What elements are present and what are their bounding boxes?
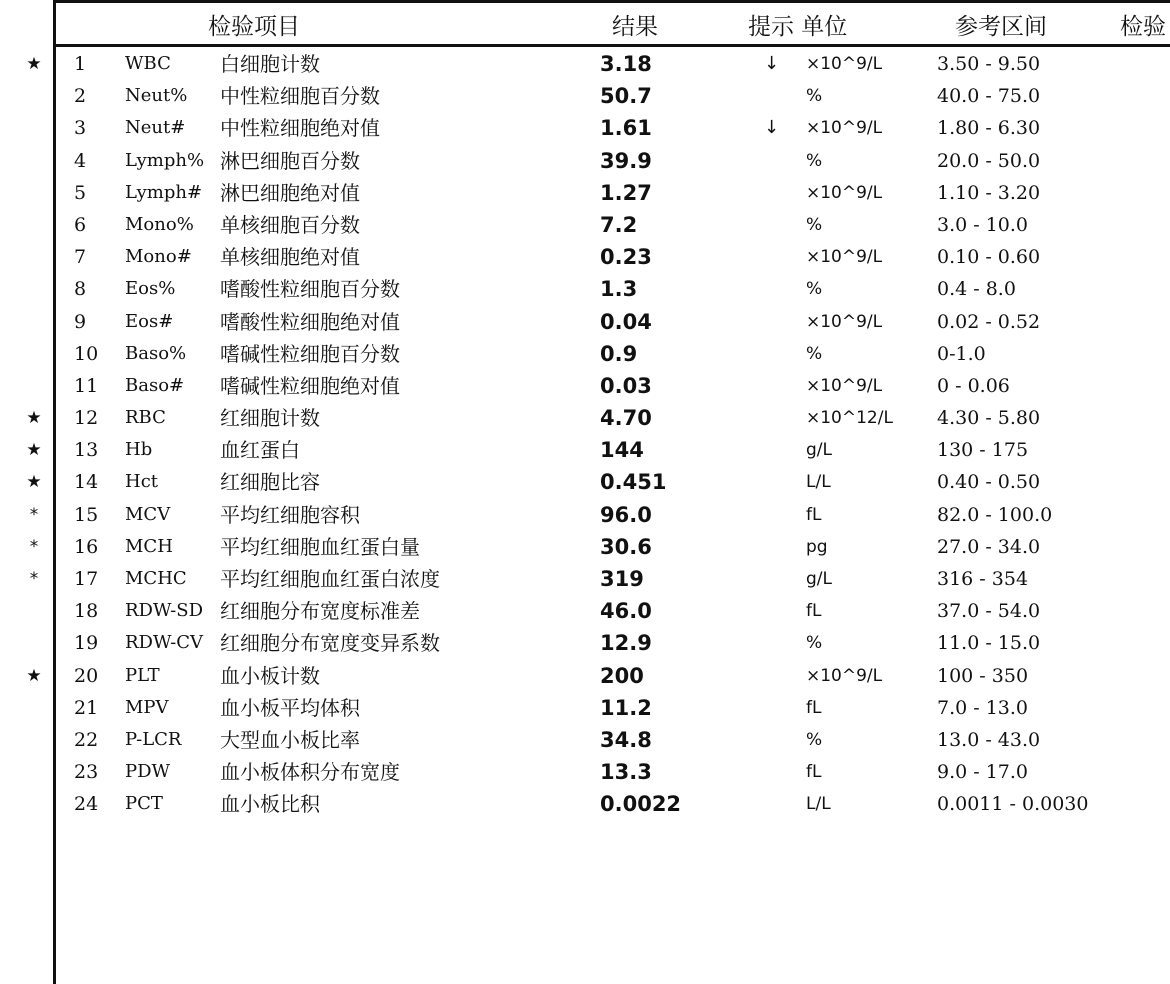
header-extra: 检验 [1120, 14, 1166, 40]
row-result: 144 [600, 438, 644, 463]
table-row [0, 724, 1170, 756]
row-reference-range: 4.30 - 5.80 [937, 407, 1041, 430]
row-item-name: 中性粒细胞百分数 [220, 84, 380, 109]
row-number: 7 [74, 246, 87, 269]
row-result: 39.9 [600, 148, 652, 173]
row-unit: % [806, 279, 823, 300]
row-code: MPV [125, 696, 169, 718]
row-number: 6 [74, 213, 87, 236]
row-unit: ×10^9/L [806, 247, 883, 268]
row-unit: % [806, 86, 823, 107]
table-row [0, 531, 1170, 563]
row-number: 5 [74, 181, 87, 204]
row-result: 1.27 [600, 180, 652, 205]
row-item-name: 白细胞计数 [220, 52, 320, 76]
row-reference-range: 37.0 - 54.0 [937, 600, 1041, 623]
row-result: 0.23 [600, 245, 652, 270]
header-divider [56, 44, 1170, 47]
header-hint-unit: 提示 单位 [748, 14, 848, 40]
table-row [0, 370, 1170, 402]
row-result: 11.2 [600, 695, 652, 720]
row-number: 1 [74, 53, 87, 75]
row-reference-range: 1.10 - 3.20 [937, 181, 1041, 204]
row-unit: % [806, 214, 823, 235]
row-item-name: 血红蛋白 [220, 438, 300, 463]
row-reference-range: 11.0 - 15.0 [937, 632, 1041, 655]
row-code: WBC [125, 53, 171, 74]
row-unit: g/L [806, 440, 832, 461]
row-hint-arrow-icon: ↓ [764, 117, 780, 139]
row-code: RBC [125, 407, 166, 429]
table-row [0, 112, 1170, 144]
row-code: Eos% [125, 278, 176, 300]
row-reference-range: 82.0 - 100.0 [937, 503, 1053, 526]
row-unit: ×10^9/L [806, 375, 883, 396]
row-unit: ×10^9/L [806, 182, 883, 203]
row-unit: fL [806, 762, 822, 783]
row-reference-range: 100 - 350 [937, 664, 1029, 687]
row-number: 8 [74, 278, 87, 301]
row-item-name: 嗜碱性粒细胞百分数 [220, 341, 400, 366]
table-header [0, 0, 1170, 44]
row-code: Lymph# [125, 181, 203, 203]
row-number: 9 [74, 310, 87, 333]
row-code: Neut# [125, 117, 186, 139]
table-row [0, 306, 1170, 338]
row-item-name: 淋巴细胞百分数 [220, 148, 360, 173]
row-code: MCH [125, 535, 173, 557]
table-row [0, 692, 1170, 724]
row-number: 2 [74, 85, 87, 108]
row-unit: ×10^9/L [806, 311, 883, 332]
row-reference-range: 0.10 - 0.60 [937, 246, 1041, 269]
table-row [0, 273, 1170, 305]
row-result: 34.8 [600, 727, 652, 752]
row-item-name: 平均红细胞血红蛋白量 [220, 534, 420, 559]
row-result: 4.70 [600, 406, 652, 431]
row-result: 0.451 [600, 470, 667, 495]
row-reference-range: 3.50 - 9.50 [937, 53, 1041, 75]
table-row [0, 48, 1170, 80]
header-item: 检验项目 [208, 14, 300, 40]
row-result: 0.9 [600, 341, 638, 366]
row-unit: fL [806, 601, 822, 622]
row-reference-range: 130 - 175 [937, 439, 1029, 462]
row-code: PDW [125, 761, 171, 783]
row-number: 13 [74, 439, 99, 462]
row-number: 15 [74, 503, 99, 526]
row-reference-range: 0.0011 - 0.0030 [937, 793, 1089, 816]
row-item-name: 嗜酸性粒细胞绝对值 [220, 309, 400, 334]
row-flag: * [29, 536, 39, 557]
row-item-name: 嗜碱性粒细胞绝对值 [220, 373, 400, 398]
row-number: 11 [74, 374, 99, 397]
row-reference-range: 316 - 354 [937, 568, 1029, 590]
row-code: MCHC [125, 568, 187, 589]
row-number: 16 [74, 535, 99, 558]
table-row [0, 627, 1170, 659]
row-item-name: 嗜酸性粒细胞百分数 [220, 277, 400, 302]
row-code: Lymph% [125, 149, 205, 171]
row-flag: * [29, 504, 39, 525]
table-row [0, 434, 1170, 466]
row-code: MCV [125, 503, 171, 525]
row-number: 19 [74, 632, 99, 655]
row-item-name: 大型血小板比率 [220, 727, 360, 752]
row-unit: g/L [806, 569, 832, 589]
row-item-name: 单核细胞百分数 [220, 212, 360, 237]
row-code: PCT [125, 793, 163, 815]
row-unit: fL [806, 697, 822, 718]
table-row [0, 563, 1170, 595]
row-number: 12 [74, 407, 99, 430]
result-rows [0, 48, 1170, 821]
table-row [0, 756, 1170, 788]
row-result: 3.18 [600, 52, 652, 76]
row-unit: ×10^12/L [806, 408, 893, 429]
row-result: 50.7 [600, 84, 652, 109]
table-row [0, 338, 1170, 370]
table-row [0, 788, 1170, 820]
row-reference-range: 20.0 - 50.0 [937, 149, 1041, 172]
row-item-name: 红细胞分布宽度变异系数 [220, 631, 440, 656]
row-reference-range: 0.02 - 0.52 [937, 310, 1041, 333]
table-row [0, 241, 1170, 273]
row-unit: ×10^9/L [806, 665, 883, 686]
row-result: 1.61 [600, 116, 652, 141]
row-result: 13.3 [600, 760, 652, 785]
row-result: 0.03 [600, 373, 652, 398]
row-unit: % [806, 633, 823, 654]
row-result: 200 [600, 663, 644, 688]
row-code: Mono% [125, 213, 194, 235]
row-flag: ★ [26, 665, 42, 686]
row-item-name: 红细胞比容 [220, 470, 320, 495]
row-code: Neut% [125, 85, 188, 107]
row-item-name: 单核细胞绝对值 [220, 245, 360, 270]
row-item-name: 血小板平均体积 [220, 695, 360, 720]
row-code: Eos# [125, 310, 174, 332]
row-code: PLT [125, 664, 160, 686]
row-unit: ×10^9/L [806, 54, 883, 74]
row-item-name: 平均红细胞血红蛋白浓度 [220, 567, 440, 591]
header-result: 结果 [612, 14, 658, 40]
row-unit: L/L [806, 472, 831, 493]
row-unit: pg [806, 536, 828, 557]
row-item-name: 血小板计数 [220, 663, 320, 688]
row-item-name: 淋巴细胞绝对值 [220, 180, 360, 205]
row-code: Hct [125, 471, 159, 493]
row-reference-range: 1.80 - 6.30 [937, 117, 1041, 140]
table-row [0, 660, 1170, 692]
row-reference-range: 0-1.0 [937, 342, 986, 365]
row-flag: ★ [26, 54, 42, 74]
row-result: 1.3 [600, 277, 638, 302]
row-code: RDW-SD [125, 600, 204, 622]
row-item-name: 平均红细胞容积 [220, 502, 360, 527]
row-reference-range: 7.0 - 13.0 [937, 696, 1029, 719]
row-unit: % [806, 729, 823, 750]
row-flag: ★ [26, 440, 42, 461]
row-result: 30.6 [600, 534, 652, 559]
row-flag: ★ [26, 408, 42, 429]
row-reference-range: 27.0 - 34.0 [937, 535, 1041, 558]
row-code: Hb [125, 439, 153, 461]
row-number: 10 [74, 342, 99, 365]
header-ref: 参考区间 [955, 14, 1047, 40]
row-unit: % [806, 343, 823, 364]
row-result: 46.0 [600, 599, 652, 624]
row-code: P-LCR [125, 728, 182, 750]
table-row [0, 145, 1170, 177]
table-row [0, 402, 1170, 434]
row-reference-range: 0 - 0.06 [937, 374, 1010, 397]
row-result: 12.9 [600, 631, 652, 656]
row-code: Baso% [125, 342, 187, 364]
row-item-name: 血小板比积 [220, 792, 320, 817]
row-number: 21 [74, 696, 99, 719]
table-row [0, 177, 1170, 209]
row-hint-arrow-icon: ↓ [764, 53, 780, 74]
table-row [0, 466, 1170, 498]
row-number: 17 [74, 568, 99, 590]
table-row [0, 80, 1170, 112]
row-flag: * [29, 569, 39, 589]
row-unit: L/L [806, 794, 831, 815]
row-number: 18 [74, 600, 99, 623]
row-number: 4 [74, 149, 87, 172]
row-code: Baso# [125, 374, 185, 396]
row-item-name: 红细胞计数 [220, 406, 320, 431]
table-row [0, 595, 1170, 627]
row-number: 14 [74, 471, 99, 494]
row-reference-range: 0.4 - 8.0 [937, 278, 1016, 301]
row-result: 0.0022 [600, 792, 682, 817]
row-result: 0.04 [600, 309, 652, 334]
row-code: RDW-CV [125, 632, 204, 654]
row-reference-range: 0.40 - 0.50 [937, 471, 1041, 494]
table-row [0, 499, 1170, 531]
row-flag: ★ [26, 472, 42, 493]
row-result: 7.2 [600, 212, 638, 237]
row-item-name: 红细胞分布宽度标准差 [220, 599, 420, 624]
row-number: 22 [74, 728, 99, 751]
row-reference-range: 9.0 - 17.0 [937, 761, 1029, 784]
row-item-name: 血小板体积分布宽度 [220, 760, 400, 785]
row-reference-range: 3.0 - 10.0 [937, 213, 1029, 236]
row-result: 96.0 [600, 502, 652, 527]
row-unit: ×10^9/L [806, 118, 883, 139]
row-item-name: 中性粒细胞绝对值 [220, 116, 380, 141]
row-number: 23 [74, 761, 99, 784]
row-number: 24 [74, 793, 99, 816]
row-reference-range: 40.0 - 75.0 [937, 85, 1041, 108]
table-row [0, 209, 1170, 241]
row-code: Mono# [125, 246, 192, 268]
row-number: 20 [74, 664, 99, 687]
row-unit: fL [806, 504, 822, 525]
row-result: 319 [600, 567, 644, 591]
row-unit: % [806, 150, 823, 171]
row-reference-range: 13.0 - 43.0 [937, 728, 1041, 751]
row-number: 3 [74, 117, 87, 140]
